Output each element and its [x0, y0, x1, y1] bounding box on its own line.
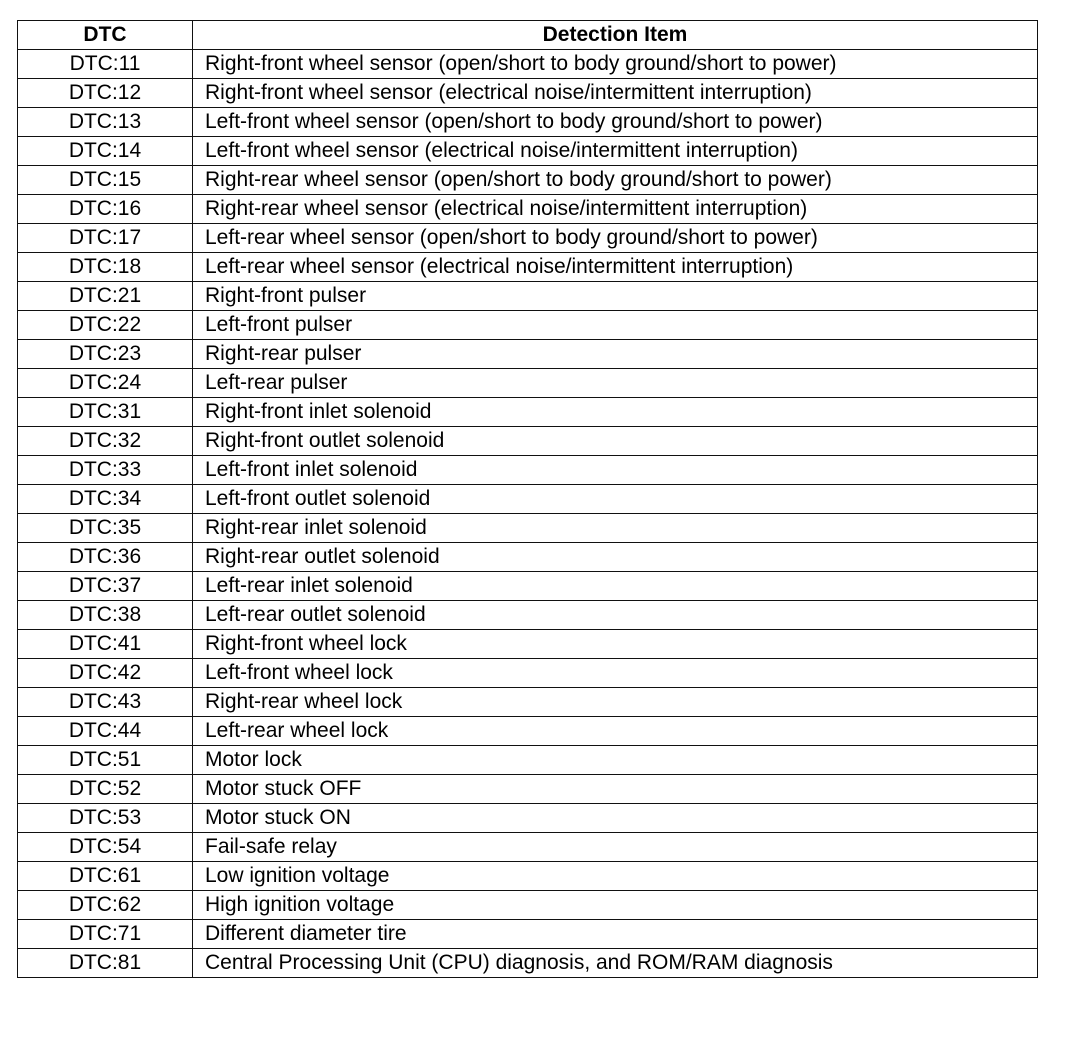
- table-row: [18, 108, 1038, 137]
- dtc-code-cell: DTC:53: [18, 804, 193, 833]
- table-row: [18, 369, 1038, 398]
- table-row: [18, 50, 1038, 79]
- dtc-code-cell: DTC:14: [18, 137, 193, 166]
- dtc-code-cell: DTC:35: [18, 514, 193, 543]
- dtc-code-cell: DTC:71: [18, 920, 193, 949]
- detection-item-cell: Left-front wheel sensor (open/short to body ground/short to power): [193, 108, 1038, 137]
- detection-item-cell: Low ignition voltage: [193, 862, 1038, 891]
- dtc-code-cell: DTC:32: [18, 427, 193, 456]
- detection-item-cell: Right-front wheel sensor (electrical noise/intermittent interruption): [193, 79, 1038, 108]
- detection-item-cell: Left-front wheel sensor (electrical noise/intermittent interruption): [193, 137, 1038, 166]
- detection-item-cell: Fail-safe relay: [193, 833, 1038, 862]
- detection-item-cell: Left-rear pulser: [193, 369, 1038, 398]
- table-row: [18, 485, 1038, 514]
- detection-item-cell: Right-front inlet solenoid: [193, 398, 1038, 427]
- detection-item-cell: Right-rear wheel sensor (electrical noise/intermittent interruption): [193, 195, 1038, 224]
- detection-item-cell: Left-front pulser: [193, 311, 1038, 340]
- table-row: [18, 862, 1038, 891]
- detection-item-cell: Right-rear wheel lock: [193, 688, 1038, 717]
- table-row: [18, 166, 1038, 195]
- table-row: [18, 79, 1038, 108]
- table-row: [18, 572, 1038, 601]
- detection-item-cell: Left-rear outlet solenoid: [193, 601, 1038, 630]
- table-row: [18, 601, 1038, 630]
- table-row: [18, 456, 1038, 485]
- detection-item-cell: Right-front wheel lock: [193, 630, 1038, 659]
- detection-item-cell: Right-front outlet solenoid: [193, 427, 1038, 456]
- table-row: [18, 630, 1038, 659]
- table-header-row: [18, 21, 1038, 50]
- column-header-detection-item: Detection Item: [193, 21, 1038, 50]
- detection-item-cell: Central Processing Unit (CPU) diagnosis, and ROM/RAM diagnosis: [193, 949, 1038, 978]
- detection-item-cell: Motor lock: [193, 746, 1038, 775]
- dtc-code-cell: DTC:52: [18, 775, 193, 804]
- detection-item-cell: Left-front outlet solenoid: [193, 485, 1038, 514]
- detection-item-cell: Right-rear inlet solenoid: [193, 514, 1038, 543]
- dtc-code-cell: DTC:36: [18, 543, 193, 572]
- table-row: [18, 224, 1038, 253]
- dtc-code-cell: DTC:18: [18, 253, 193, 282]
- dtc-code-cell: DTC:17: [18, 224, 193, 253]
- dtc-code-cell: DTC:44: [18, 717, 193, 746]
- detection-item-cell: Different diameter tire: [193, 920, 1038, 949]
- table-row: [18, 282, 1038, 311]
- table-row: [18, 920, 1038, 949]
- detection-item-cell: High ignition voltage: [193, 891, 1038, 920]
- detection-item-cell: Left-rear inlet solenoid: [193, 572, 1038, 601]
- table-body: [18, 50, 1038, 978]
- detection-item-cell: Right-rear pulser: [193, 340, 1038, 369]
- dtc-code-cell: DTC:54: [18, 833, 193, 862]
- dtc-code-cell: DTC:31: [18, 398, 193, 427]
- column-header-dtc: DTC: [18, 21, 193, 50]
- table-row: [18, 137, 1038, 166]
- dtc-code-cell: DTC:42: [18, 659, 193, 688]
- dtc-code-cell: DTC:33: [18, 456, 193, 485]
- dtc-code-cell: DTC:15: [18, 166, 193, 195]
- table-row: [18, 253, 1038, 282]
- dtc-code-cell: DTC:43: [18, 688, 193, 717]
- dtc-code-cell: DTC:37: [18, 572, 193, 601]
- detection-item-cell: Right-front wheel sensor (open/short to body ground/short to power): [193, 50, 1038, 79]
- detection-item-cell: Right-rear outlet solenoid: [193, 543, 1038, 572]
- dtc-code-cell: DTC:81: [18, 949, 193, 978]
- detection-item-cell: Left-rear wheel sensor (electrical noise/intermittent interruption): [193, 253, 1038, 282]
- table-row: [18, 804, 1038, 833]
- detection-item-cell: Left-front inlet solenoid: [193, 456, 1038, 485]
- dtc-code-cell: DTC:51: [18, 746, 193, 775]
- detection-item-cell: Left-rear wheel lock: [193, 717, 1038, 746]
- dtc-code-cell: DTC:16: [18, 195, 193, 224]
- dtc-code-cell: DTC:34: [18, 485, 193, 514]
- dtc-code-cell: DTC:62: [18, 891, 193, 920]
- dtc-code-cell: DTC:11: [18, 50, 193, 79]
- table-row: [18, 688, 1038, 717]
- dtc-code-cell: DTC:21: [18, 282, 193, 311]
- detection-item-cell: Right-rear wheel sensor (open/short to body ground/short to power): [193, 166, 1038, 195]
- table-row: [18, 427, 1038, 456]
- table-row: [18, 514, 1038, 543]
- dtc-code-cell: DTC:13: [18, 108, 193, 137]
- table-row: [18, 833, 1038, 862]
- detection-item-cell: Right-front pulser: [193, 282, 1038, 311]
- table-row: [18, 891, 1038, 920]
- dtc-code-cell: DTC:38: [18, 601, 193, 630]
- detection-item-cell: Left-front wheel lock: [193, 659, 1038, 688]
- table-row: [18, 746, 1038, 775]
- dtc-code-cell: DTC:41: [18, 630, 193, 659]
- detection-item-cell: Motor stuck ON: [193, 804, 1038, 833]
- detection-item-cell: Left-rear wheel sensor (open/short to body ground/short to power): [193, 224, 1038, 253]
- dtc-code-cell: DTC:61: [18, 862, 193, 891]
- dtc-code-cell: DTC:23: [18, 340, 193, 369]
- table-row: [18, 195, 1038, 224]
- table-row: [18, 949, 1038, 978]
- dtc-code-cell: DTC:22: [18, 311, 193, 340]
- table-row: [18, 311, 1038, 340]
- table-row: [18, 543, 1038, 572]
- detection-item-cell: Motor stuck OFF: [193, 775, 1038, 804]
- table-row: [18, 659, 1038, 688]
- dtc-code-cell: DTC:12: [18, 79, 193, 108]
- table-row: [18, 775, 1038, 804]
- table-row: [18, 717, 1038, 746]
- table-row: [18, 398, 1038, 427]
- dtc-code-cell: DTC:24: [18, 369, 193, 398]
- table-row: [18, 340, 1038, 369]
- dtc-table: [17, 20, 1038, 978]
